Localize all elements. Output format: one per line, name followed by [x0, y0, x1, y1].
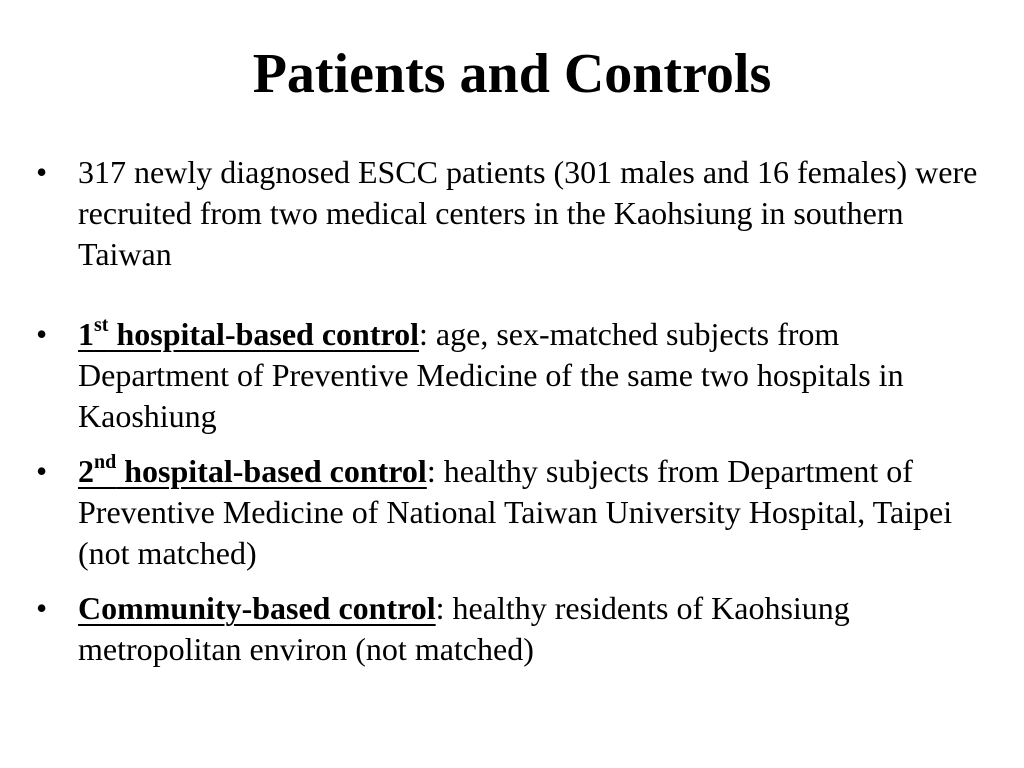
bullet-dot-icon: •	[36, 154, 48, 190]
bullet-dot-icon: •	[36, 316, 48, 352]
bullet-label-number: 1	[78, 316, 94, 352]
bullet-text: 317 newly diagnosed ESCC patients (301 males and 16 females) were recruited from two medical centers in the Kaohsiung in southern Taiwan	[78, 154, 978, 272]
bullet-dot-icon: •	[36, 453, 48, 489]
bullet-label-text: Community-based control	[78, 590, 436, 626]
bullet-label-text: hospital-based control	[108, 316, 420, 352]
bullet-patients	[36, 152, 996, 275]
bullet-label	[78, 453, 427, 489]
slide-title: Patients and Controls	[252, 43, 772, 105]
bullet-dot-icon: •	[36, 590, 48, 626]
bullet-community-control	[36, 588, 996, 670]
bullet-text: : healthy subjects from Department of Preventive Medicine of National Taiwan University Hospital, Taipei (not matched)	[78, 453, 953, 571]
bullet-label-text: hospital-based control	[116, 453, 427, 489]
bullet-text: : healthy residents of Kaohsiung metropolitan environ (not matched)	[78, 590, 850, 667]
bullet-label	[78, 316, 419, 352]
bullet-label-ordinal: st	[94, 314, 109, 337]
bullet-list	[36, 152, 996, 670]
bullet-label-ordinal: nd	[94, 451, 117, 474]
bullet-label-number: 2	[78, 453, 94, 489]
bullet-second-hospital-control	[36, 451, 996, 574]
bullet-label	[78, 590, 436, 626]
bullet-text: : age, sex-matched subjects from Department of Preventive Medicine of the same two hospitals in Kaoshiung	[78, 316, 904, 434]
bullet-first-hospital-control	[36, 314, 996, 437]
